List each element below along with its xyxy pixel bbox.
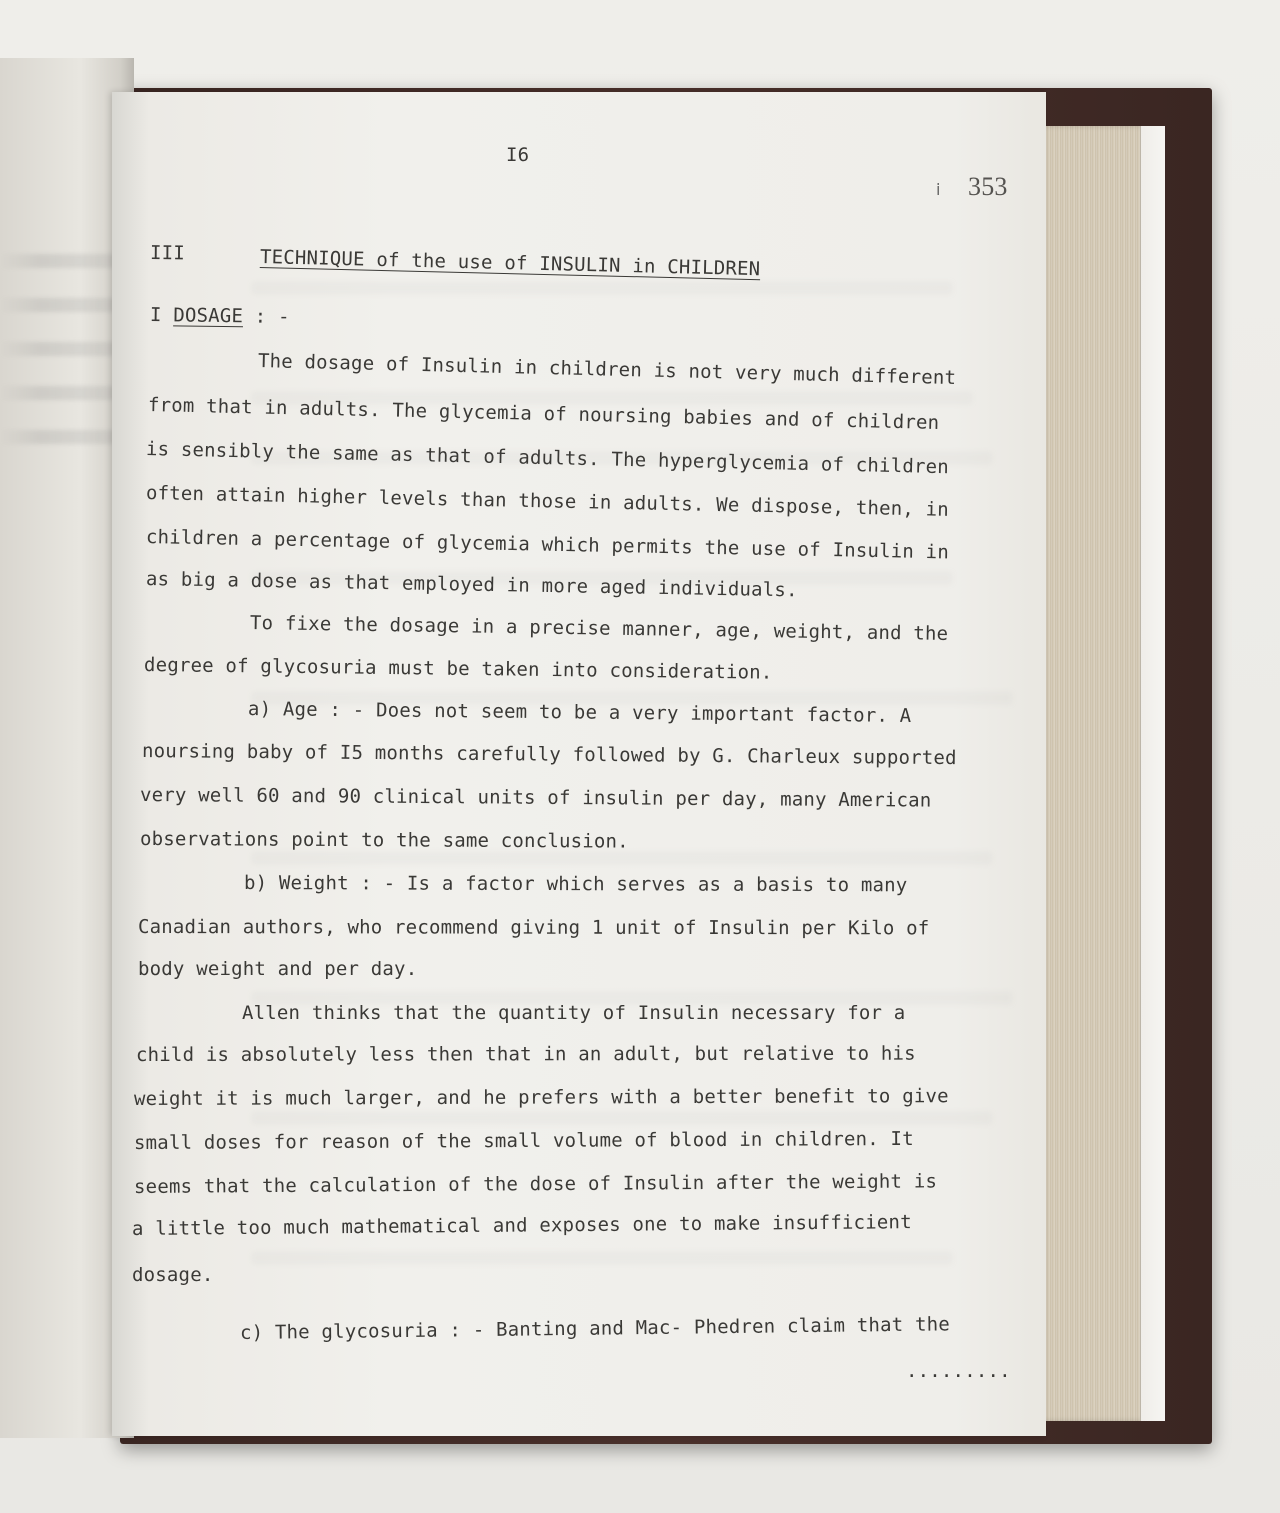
text-line: Canadian authors, who recommend giving 1 unit of Insulin per Kilo of (137, 916, 930, 940)
text-line: dosage. (132, 1264, 214, 1286)
text-line: body weight and per day. (138, 958, 418, 980)
text-line: seems that the calculation of the dose of Insulin after the weight is (133, 1170, 938, 1198)
page-label: I6 (506, 144, 530, 166)
subsection-suffix: : - (242, 305, 290, 328)
text-line: a) Age : - Does not seem to be a very important factor. A (247, 698, 912, 727)
text-line: very well 60 and 90 clinical units of insulin per day, many American (139, 784, 932, 812)
text-line: degree of glycosuria must be taken into consideration. (143, 654, 773, 684)
text-line: noursing baby of I5 months carefully followed by G. Charleux supported (141, 740, 957, 770)
text-line: b) Weight : - Is a factor which serves as a basis to many (243, 872, 908, 897)
text-line: c) The glycosuria : - Banting and Mac- Phedren claim that the (239, 1313, 951, 1344)
text-line: To fixe the dosage in a precise manner, age, weight, and the (249, 612, 949, 645)
text-line: observations point to the same conclusion. (139, 828, 629, 853)
text-line: is sensibly the same as that of adults. The hyperglycemia of children (145, 438, 950, 479)
text-line: child is absolutely less then that in an adult, but relative to his (135, 1042, 916, 1066)
folio-number: 353 (968, 172, 1008, 201)
subsection-heading (150, 304, 290, 328)
text-line: Allen thinks that the quantity of Insulin necessary for a (242, 1002, 906, 1024)
text-line: from that in adults. The glycemia of noursing babies and of children (147, 394, 940, 434)
subsection-number: I (149, 304, 162, 327)
subsection-title: DOSAGE (173, 304, 244, 328)
text-line: small doses for reason of the small volume of blood in children. It (133, 1127, 914, 1154)
text-line: children a percentage of glycemia which permits the use of Insulin in (145, 526, 950, 564)
text-line: a little too much mathematical and exposes one to make insufficient (131, 1211, 912, 1240)
page-edges-light (1140, 126, 1165, 1421)
folio-mark: ⅰ (936, 182, 941, 199)
text-line: The dosage of Insulin in children is not very much different (257, 350, 957, 390)
text-line: as big a dose as that employed in more aged individuals. (145, 568, 798, 602)
continuation-dots: ......... (906, 1360, 1011, 1382)
text-line: weight it is much larger, and he prefers with a better benefit to give (133, 1085, 949, 1110)
text-line: often attain higher levels than those in adults. We dispose, then, in (145, 482, 950, 521)
section-numeral: III (149, 242, 186, 265)
section-title: TECHNIQUE of the use of INSULIN in CHILDREN (259, 246, 761, 281)
